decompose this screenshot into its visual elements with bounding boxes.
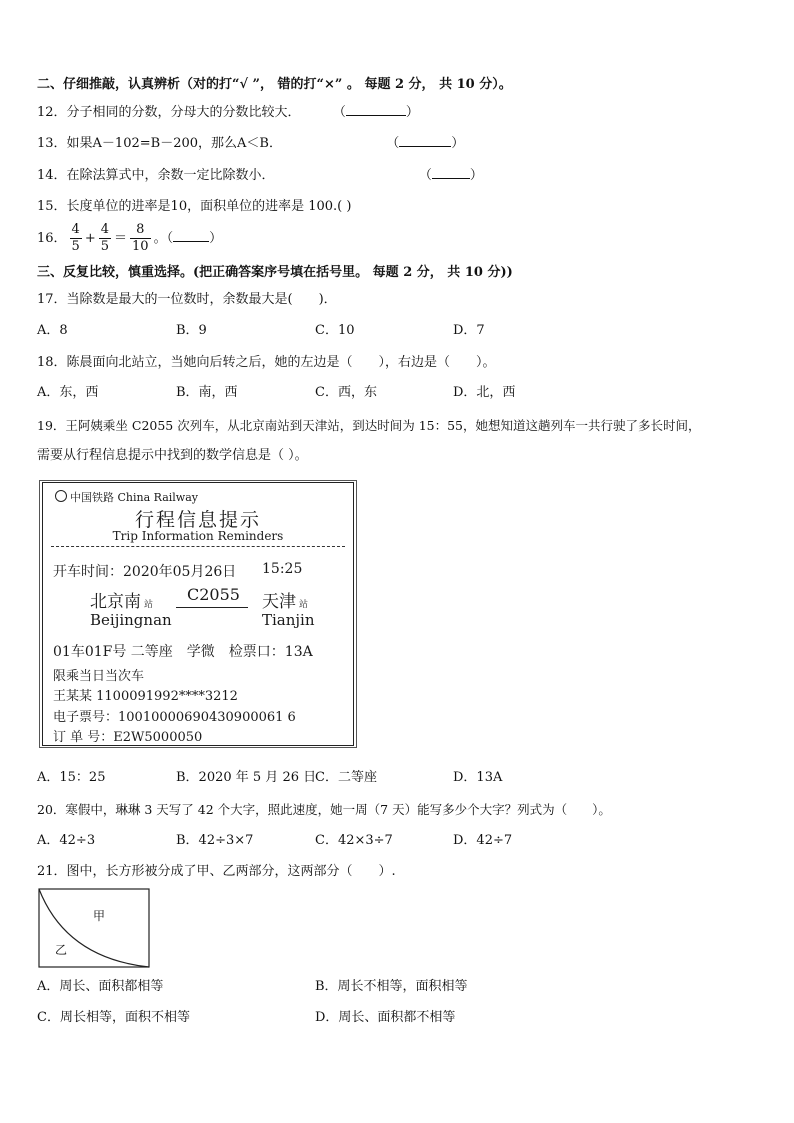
q19-option-d[interactable]: D．13A xyxy=(453,770,503,785)
q14-paren-close: ） xyxy=(469,168,483,183)
q20-option-a[interactable]: A．42÷3 xyxy=(37,833,96,848)
ticket-to-station-en: Tianjin xyxy=(262,611,315,629)
china-railway-logo-icon xyxy=(55,490,67,502)
q19-option-b[interactable]: B．2020 年 5 月 26 日 xyxy=(176,770,317,785)
q16-plus: + xyxy=(84,231,96,246)
question-21: 21．图中，长方形被分成了甲、乙两部分，这两部分（ ）. xyxy=(37,864,396,879)
q16-answer-blank[interactable] xyxy=(173,229,209,242)
q18-option-a[interactable]: A．东，西 xyxy=(37,385,99,400)
ticket-note: 限乘当日当次车 xyxy=(53,669,145,684)
ticket-from-station: 北京南 站 xyxy=(90,592,154,612)
question-19-line2: 需要从行程信息提示中找到的数学信息是（ ）。 xyxy=(37,448,308,463)
ticket-train-number: C2055 xyxy=(187,585,240,604)
ticket-depart-time: 15:25 xyxy=(262,561,303,577)
question-17: 17．当除数是最大的一位数时，余数最大是( )． xyxy=(37,292,337,307)
ticket-order-number: 订 单 号：E2W5000050 xyxy=(53,730,203,745)
q16-fraction-1: $\frac{4}{5}$ xyxy=(71,222,80,254)
ticket-from-station-en: Beijingnan xyxy=(90,611,172,629)
question-16 xyxy=(37,222,222,256)
question-19-line1: 19．王阿姨乘坐 C2055 次列车，从北京南站到天津站，到达时间为 15：55，她想知道这趟列车一共行驶了多长时间， xyxy=(37,418,701,433)
question-12 xyxy=(37,103,419,122)
q14-text: 14．在除法算式中，余数一定比除数小． xyxy=(37,168,275,183)
ticket-to-station: 天津 站 xyxy=(262,592,309,612)
q20-option-c[interactable]: C．42×3÷7 xyxy=(315,833,393,848)
question-15: 15．长度单位的进率是10，面积单位的进率是 100.( ) xyxy=(37,199,352,214)
q12-text: 12．分子相同的分数，分母大的分数比较大． xyxy=(37,105,301,120)
q16-paren-close: ） xyxy=(209,231,223,246)
q12-paren-close: ） xyxy=(405,105,419,120)
q16-number: 16． xyxy=(37,231,67,246)
q16-fraction-2: $\frac{4}{5}$ xyxy=(100,222,110,254)
ticket-train-underline xyxy=(176,607,248,608)
china-railway-brand: 中国铁路 China Railway xyxy=(55,489,198,505)
q13-answer-blank[interactable] xyxy=(399,134,451,147)
q13-text: 13．如果A－102=B－200，那么A＜B． xyxy=(37,136,282,151)
q14-paren-open: （ xyxy=(418,168,432,183)
q12-paren-open: （ xyxy=(332,105,346,120)
q18-option-c[interactable]: C．西，东 xyxy=(315,385,377,400)
q18-option-b[interactable]: B．南，西 xyxy=(176,385,238,400)
ticket-passenger: 王某某 1100091992****3212 xyxy=(53,689,238,704)
q21-option-c[interactable]: C．周长相等，面积不相等 xyxy=(37,1010,190,1025)
ticket-depart-date: 开车时间：2020年05月26日 xyxy=(53,564,237,580)
q17-option-b[interactable]: B．9 xyxy=(176,323,207,338)
question-20: 20．寒假中，琳琳 3 天写了 42 个大字，照此速度，她一周（7 天）能写多少个大字？列式为（ ）。 xyxy=(37,802,611,817)
section3-heading: 三、反复比较，慎重选择。(把正确答案序号填在括号里。 每题 2 分， 共 10 分)) xyxy=(37,265,513,280)
ticket-seat-info: 01车01F号 二等座 学微 检票口：13A xyxy=(53,644,313,660)
section2-heading: 二、仔细推敲，认真辨析（对的打“√ ”， 错的打“×” 。 每题 2 分， 共 10 分）。 xyxy=(37,77,512,92)
question-13 xyxy=(37,134,464,153)
q19-option-a[interactable]: A．15：25 xyxy=(37,770,106,785)
q21-option-a[interactable]: A．周长、面积都相等 xyxy=(37,979,164,994)
q12-answer-blank[interactable] xyxy=(346,103,406,116)
q17-option-c[interactable]: C．10 xyxy=(315,323,355,338)
q16-paren-open: 。（ xyxy=(153,231,174,246)
q21-label-yi: 乙 xyxy=(55,943,68,957)
ticket-eticket-number: 电子票号：10010000690430900061 6 xyxy=(53,710,296,725)
q17-option-a[interactable]: A．8 xyxy=(37,323,68,338)
question-18: 18．陈晨面向北站立，当她向后转之后，她的左边是（ ），右边是（ ）。 xyxy=(37,355,496,370)
q19-option-c[interactable]: C．二等座 xyxy=(315,770,377,785)
q13-paren-close: ） xyxy=(451,136,465,151)
q21-option-b[interactable]: B．周长不相等，面积相等 xyxy=(315,979,468,994)
q21-rectangle-diagram xyxy=(38,888,152,970)
q18-option-d[interactable]: D．北，西 xyxy=(453,385,516,400)
q16-equals: ＝ xyxy=(114,231,128,246)
q16-fraction-3: $\frac{8}{10}$ xyxy=(132,222,149,254)
ticket-subtitle: Trip Information Reminders xyxy=(112,529,284,543)
question-14 xyxy=(37,166,483,185)
ticket-title: 行程信息提示 xyxy=(134,509,261,531)
ticket-divider xyxy=(51,546,345,547)
q20-option-b[interactable]: B．42÷3×7 xyxy=(176,833,254,848)
q17-option-d[interactable]: D．7 xyxy=(453,323,485,338)
q20-option-d[interactable]: D．42÷7 xyxy=(453,833,513,848)
q21-option-d[interactable]: D．周长、面积都不相等 xyxy=(315,1010,456,1025)
q14-answer-blank[interactable] xyxy=(432,166,470,179)
q13-paren-open: （ xyxy=(386,136,400,151)
trip-info-ticket xyxy=(42,482,354,746)
q21-label-jia: 甲 xyxy=(93,909,106,923)
